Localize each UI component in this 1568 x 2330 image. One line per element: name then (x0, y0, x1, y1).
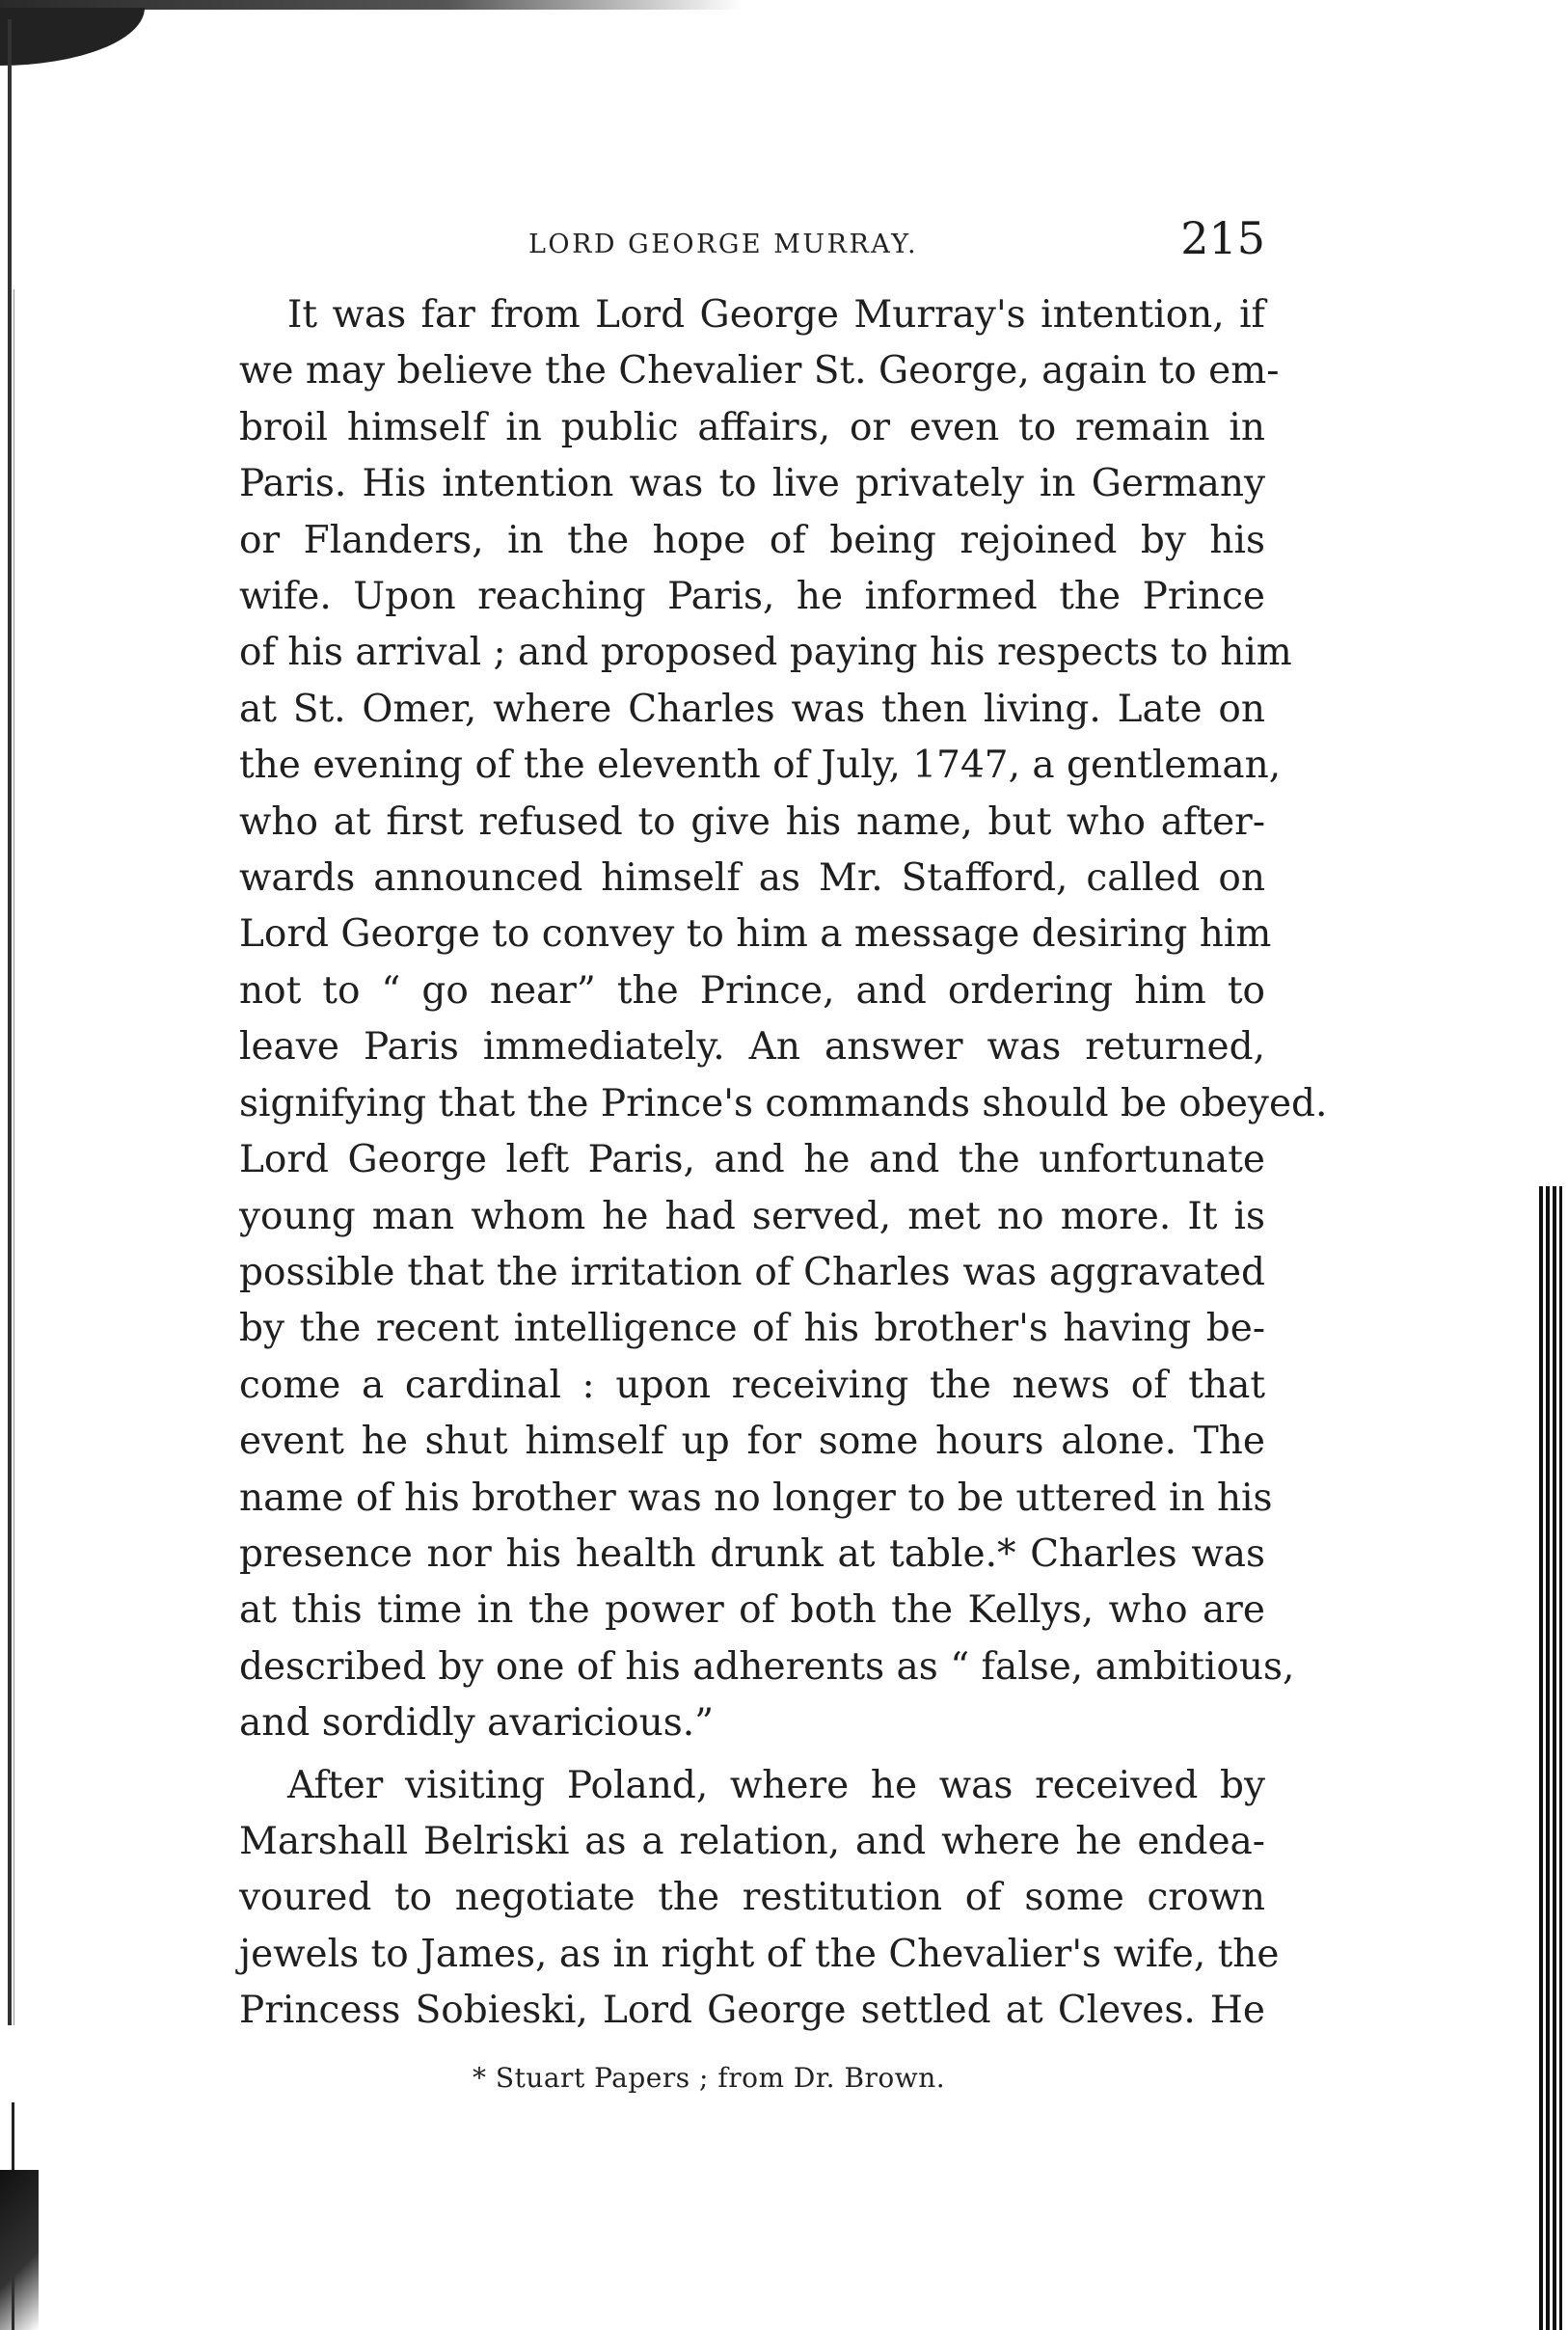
text-line: young man whom he had served, met no more. It is (239, 1194, 1265, 1238)
text-line: the evening of the eleventh of July, 1747, a gentleman, (239, 744, 1282, 788)
text-line: at this time in the power of both the Kellys, who are (239, 1588, 1265, 1633)
scan-bottom-left-shadow (0, 2170, 39, 2330)
page-header (239, 212, 1265, 270)
paragraph-1 (239, 287, 1328, 1752)
text-line: signifying that the Prince's commands should be obeyed. (239, 1081, 1328, 1125)
scan-top-shadow (0, 8, 145, 66)
text-line: or Flanders, in the hope of being rejoined by his (239, 518, 1265, 562)
text-line: Marshall Belriski as a relation, and where he endea- (239, 1819, 1265, 1863)
text-line: possible that the irritation of Charles was aggravated (239, 1250, 1265, 1294)
text-line: Paris. His intention was to live privately in Germany (239, 462, 1265, 506)
text-line: wife. Upon reaching Paris, he informed the Prince (239, 575, 1265, 619)
text-line: and sordidly avaricious.” (239, 1701, 715, 1746)
text-line: described by one of his adherents as “ false, ambitious, (239, 1644, 1295, 1689)
text-line: jewels to James, as in right of the Chevalier's wife, the (239, 1932, 1280, 1976)
text-line: event he shut himself up for some hours alone. The (239, 1420, 1265, 1464)
page-number: 215 (1180, 212, 1265, 264)
text-line: at St. Omer, where Charles was then living. Late on (239, 687, 1265, 731)
body-text (239, 287, 1328, 2040)
text-line: broil himself in public affairs, or even to remain in (239, 405, 1265, 449)
scan-left-edge (8, 19, 12, 2025)
text-line: Lord George to convey to him a message desiring him (239, 912, 1272, 957)
scan-right-binding-bars (1539, 1186, 1562, 2330)
text-line: name of his brother was no longer to be uttered in his (239, 1476, 1273, 1520)
text-line: voured to negotiate the restitution of some crown (239, 1876, 1265, 1920)
text-line: we may believe the Chevalier St. George, again to em- (239, 349, 1280, 393)
text-line: leave Paris immediately. An answer was returned, (239, 1025, 1265, 1070)
text-line: not to “ go near” the Prince, and ordering him to (239, 968, 1265, 1013)
text-line: After visiting Poland, where he was received by (287, 1763, 1265, 1807)
paragraph-2 (239, 1758, 1280, 2040)
footnote: * Stuart Papers ; from Dr. Brown. (473, 2062, 946, 2094)
text-line: by the recent intelligence of his brother's having be- (239, 1307, 1265, 1351)
text-line: wards announced himself as Mr. Stafford, called on (239, 856, 1265, 901)
text-line: of his arrival ; and proposed paying his respects to him (239, 631, 1292, 675)
running-head: LORD GEORGE MURRAY. (528, 230, 919, 259)
text-line: It was far from Lord George Murray's intention, if (287, 293, 1265, 337)
text-line: come a cardinal : upon receiving the news of that (239, 1363, 1265, 1407)
text-line: Princess Sobieski, Lord George settled at Cleves. He (239, 1989, 1265, 2033)
text-line: presence nor his health drunk at table.* Charles was (239, 1531, 1265, 1576)
text-line: who at first refused to give his name, but who after- (239, 799, 1265, 844)
text-line: Lord George left Paris, and he and the unfortunate (239, 1138, 1265, 1182)
